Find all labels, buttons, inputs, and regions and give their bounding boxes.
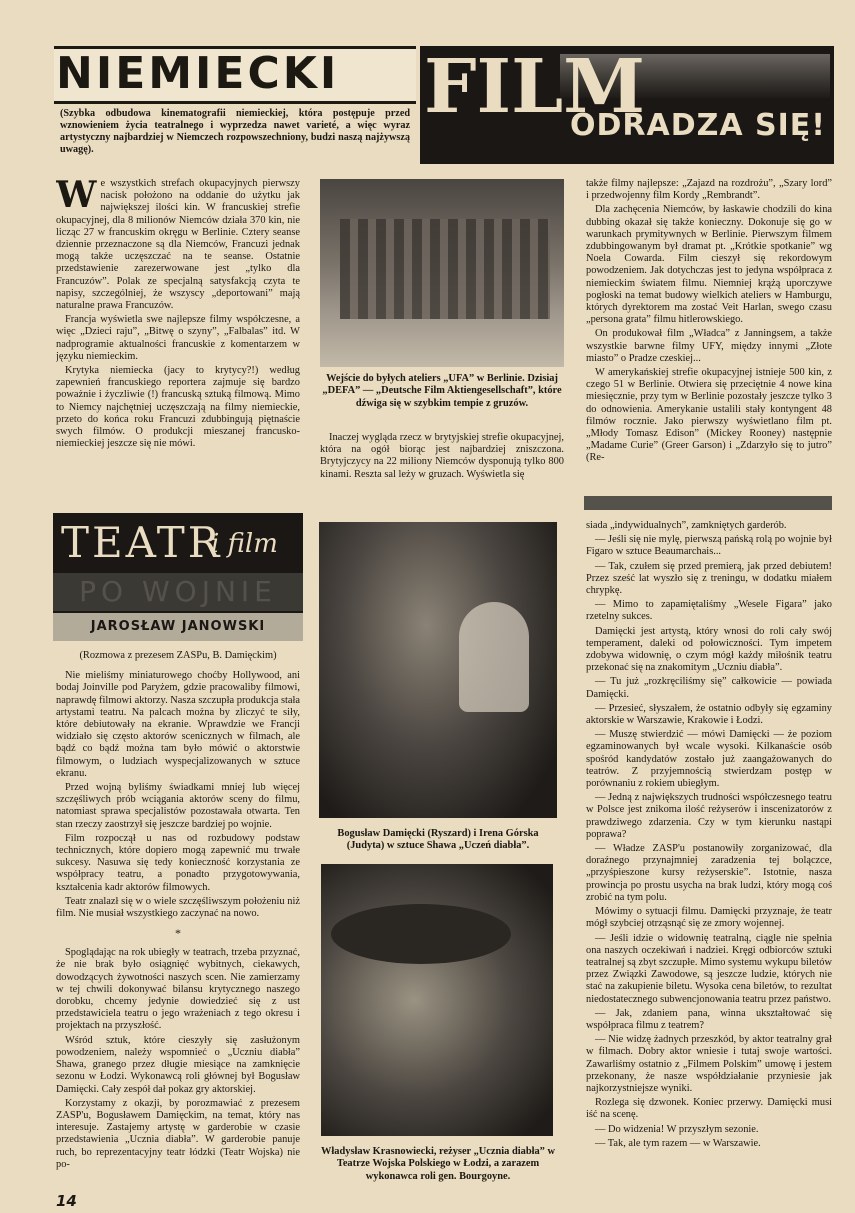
paragraph: siada „indywidualnych”, zamkniętych garderób. (586, 520, 787, 531)
paragraph: Francja wyświetla swe najlepsze filmy współczesne, a więc „Dzieci raju”, „Bitwę o szyny”, „Falbalas” itd. W nadprogramie aktualności francuskie z komentarzem w języku niemieckim. (56, 314, 300, 362)
tricorn-hat (331, 904, 511, 964)
headscarf-figure (459, 602, 529, 712)
headline-dark-panel (420, 46, 834, 164)
damiecki-gorska-photo (319, 522, 557, 818)
title-teatr: TEATR (61, 518, 223, 567)
paragraph: Krytyka niemiecka (jacy to krytycy?!) według zapewnień francuskiego reportera zajmuje się bardzo poważnie i życzliwie (!) francuską sztuką filmową. Mimo to Niemcy najchętniej uczęszczają na filmy niemieckie, przeto do końca roku Francuzi zdubbingują piętnaście swych filmów. O produkcji mieszanej francusko-niemieckiej jeszcze się nie mówi. (56, 365, 300, 450)
paragraph: — Nie widzę żadnych przeszkód, by aktor teatralny grał w filmach. Dobry aktor wniesie i tutaj swoje wartości. Zawarliśmy ostatnio z „Filmem Polskim” umowę i jestem przekonany, że nasze współdziałanie przyniesie jak najkorzystniejsze wyniki. (586, 1034, 832, 1094)
paragraph: Damięcki jest artystą, który wnosi do roli cały swój temperament, daleki od połowiczności. Tym impetem zdobywa widownię, o czym mógł każdy miłośnik teatru przekonać się na znakomitym „Uczniu diabła”. (586, 625, 832, 674)
title-i-film: i film (211, 529, 278, 559)
headline-banner (54, 46, 834, 164)
photo-caption-2: Władysław Krasnowiecki, reżyser „Ucznia diabła” w Teatrze Wojska Polskiego w Łodzi, a zarazem wykonawca roli gen. Bourgoyne. (321, 1146, 555, 1182)
paragraph: — Jeśli idzie o widownię teatralną, ciągle nie spełnia ona naszych oczekiwań i nadziei. Kręgi odbiorców sztuki teatralnej są zbyt szczupłe. Mimo systemu wykupu biletów przez Związki Zawodowe, są jeszcze ludzie, których nie stać na zakupienie biletu. Wysoka cena biletów, to rezultat niedostatecznego subwencjonowania teatru przez państwo. (586, 932, 832, 1005)
headline-lead: (Szybka odbudowa kinematografii niemieckiej, która postępuje przed wznowieniem życia teatralnego i wyprzedza nawet varieté, a więc wyraz artystyczny najbardziej w Niemczech rozpowszechniony, budzi naszą najżywszą uwagę). (60, 108, 410, 155)
article2-column1 (56, 650, 300, 1200)
interview-intro: (Rozmowa z prezesem ZASPu, B. Damięckim) (79, 650, 277, 661)
krasnowiecki-photo (321, 864, 553, 1136)
article2-column3 (586, 520, 832, 1188)
paragraph: Rozlega się dzwonek. Koniec przerwy. Damięcki musi iść na scenę. (586, 1097, 832, 1121)
paragraph: — Jeśli się nie mylę, pierwszą pańską rolą po wojnie był Figaro w sztuce Beaumarchais... (586, 534, 832, 558)
article1-column1 (56, 178, 300, 488)
section-divider-bar (584, 496, 832, 510)
headline-word-film: FILM (424, 44, 646, 130)
dropcap: W (56, 178, 97, 216)
paragraph: — Przesieć, słyszałem, że ostatnio odbyły się egzaminy aktorskie w Warszawie, Krakowie i Łodzi. (586, 702, 832, 727)
paragraph: Teatr znalazł się w o wiele szczęśliwszym położeniu niż film. Nie musiał wszystkiego zaczynać na nowo. (56, 895, 300, 920)
subtitle-po-wojnie: PO WOJNIE (53, 573, 303, 611)
paragraph: Inaczej wygląda rzecz w brytyjskiej strefie okupacyjnej, która na ogół biorąc jest najbardziej zniszczona. Brytyjczycy na 22 miliony Niemców dysponują tylko 800 kinami. Reszta sal leży w gruzach. Wyświetla się (320, 432, 564, 480)
paragraph: — Tu już „rozkręciliśmy się” całkowicie — powiada Damięcki. (586, 676, 832, 700)
paragraph: także filmy najlepsze: „Zajazd na rozdrożu”, „Szary lord” i przedwojenny film Kordy „Rembrandt”. (586, 178, 832, 202)
paragraph: e wszystkich strefach okupacyjnych pierwszy nacisk położono na oddanie do użytku jak największej ilości kin. W francuskiej strefie okupacyjnej, dla 8 milionów Niemców działa 370 kin, nie licząc 27 w francuskim okręgu w Berlinie. Cztery seanse dziennie przeznaczone są dla Niemców, Francuzi jednak mogą także uczęszczać na te seanse. Ostatnie przedstawienie zarezerwowane jest „tylko dla Francuzów”. Polak ze specjalną satysfakcją czyta te napisy, szczególniej, że wszyscy „deportowani” mają naturalne prawa Francuzów. (56, 178, 300, 312)
paragraph: Przed wojną byliśmy świadkami mniej lub więcej szczęśliwych prób wciągania aktorów sceny do filmu, natomiast sprawa specjalistów pozostawała otwarta. Ten stan rzeczy zaostrzył się jeszcze bardziej po wojnie. (56, 782, 300, 830)
article1-column2 (320, 432, 564, 492)
paragraph: On produkował film „Władca” z Janningsem, a także wszystkie barwne filmy UFY, między innymi „Złote miasto” o Pradze czeskiej... (586, 328, 832, 364)
paragraph: — Do widzenia! W przyszłym sezonie. (595, 1123, 759, 1135)
page-number: 14 (56, 1192, 77, 1210)
paragraph: Nie mieliśmy miniaturowego choćby Hollywood, ani bodaj Joinville pod Paryżem, gdzie pracowaliby filmowi, naprawdę filmowi aktorzy. Nasza szczupła produkcja stała artystami teatru. Na palcach można by zliczyć te siły, które debiutowały na ekranie. Wprawdzie we Francji widziało się często aktorów scenicznych w filmach, ale bądź co bądź można tam było mówić o aktorstwie filmowym, o ludziach wyspecjalizowanych w sztuce ekranu. (56, 670, 300, 779)
paragraph: W amerykańskiej strefie okupacyjnej istnieje 500 kin, z czego 51 w Berlinie. Otwiera się przeciętnie 4 nowe kina miesięcznie, przy tym w Berlinie pozostały jeszcze tylko 3 do odnowienia. Amerykanie ustalili stały kontyngent 48 filmów rocznie. Jako pierwszy wyświetlano film pt. „Młody Tomasz Edison” (Mickey Rooney) następnie „Madame Curie” (Greer Garson) i „Zdarzyło się to jutro” (Re- (586, 367, 832, 464)
paragraph: — Jak, zdaniem pana, winna ukształtować się współpraca filmu z teatrem? (586, 1007, 832, 1031)
headline-word-niemiecki: NIEMIECKI (56, 48, 340, 99)
paragraph: Film rozpoczął u nas od rozbudowy podstaw technicznych, które dopiero mogą zapewnić mu trwałe sukcesy. Nasuwa się tedy konieczność korzystania ze współpracy teatru, a ponadto przygotowywania, kształcenia kadr aktorów filmowych. (56, 832, 300, 893)
paragraph: — Mimo to zapamiętaliśmy „Wesele Figara” jako rzetelny sukces. (586, 599, 832, 623)
paragraph: Korzystamy z okazji, by porozmawiać z prezesem ZASP'u, Bogusławem Damięckim, na temat, który nas interesuje. Zastajemy artystę w garderobie w czasie przedstawienia „Ucznia diabła”. W garderobie panuje ruch, bo reprezentacyjny teatr łódzki (Teatr Wojska) nie po- (56, 1097, 300, 1170)
article1-column3 (586, 178, 832, 492)
paragraph: — Tak, ale tym razem — w Warszawie. (595, 1137, 761, 1149)
paragraph: Mówimy o sytuacji filmu. Damięcki przyznaje, że teatr mógł szybciej otrząsnąć się ze zmory wojennej. (586, 906, 832, 930)
photo-caption-1: Bogusław Damięcki (Ryszard) i Irena Górska (Judyta) w sztuce Shawa „Uczeń diabła”. (337, 828, 539, 852)
ufa-photo-caption: Wejście do byłych ateliers „UFA” w Berlinie. Dzisiaj „DEFA” — „Deutsche Film Aktiengesellschaft”, które dźwiga się w szybkim tempie z gruzów. (322, 373, 562, 409)
building-ruins (340, 219, 550, 319)
headline-word-odradza: ODRADZA SIĘ! (570, 108, 826, 143)
author-byline: JAROSŁAW JANOWSKI (53, 613, 303, 641)
article2-title-block (53, 513, 303, 641)
paragraph: — Władze ZASP'u postanowiły zorganizować, dla doraźnego przynajmniej zaradzenia tej bolączce, „przyśpieszone kursy reżyserskie”. Istotnie, nasza prowincja po prostu usycha na brak ludzi, który mogą coś zrobić na tym polu. (586, 843, 832, 903)
ufa-ateliers-photo (320, 179, 564, 367)
paragraph: Spoglądając na rok ubiegły w teatrach, trzeba przyznać, że nie brak było osiągnięć wybitnych, ciekawych, dowodzących żywotności naszych scen. Nie zamierzamy w tej chwili dokonywać bilansu krytycznego naszego dorobku, chcemy jedynie dowiedzieć się z ust przedstawiciela teatru o jego wrażeniach z tego okresu i projektach na przyszłość. (56, 947, 300, 1032)
paragraph: — Jedną z największych trudności współczesnego teatru w Polsce jest znikoma ilość reżyserów i inscenizatorów z prawdziwego zdarzenia. Czy w tym kierunku nastąpi poprawa? (586, 792, 832, 840)
paragraph: — Muszę stwierdzić — mówi Damięcki — że poziom egzaminowanych był wcale wysoki. Kilkanaście osób spośród kandydatów zostało już zaangażowanych do teatrów. Z przyjemnością stwierdzam postęp w porównaniu z rokiem ubiegłym. (586, 729, 832, 790)
section-separator-star: * (175, 926, 181, 941)
paragraph: — Tak, czułem się przed premierą, jak przed debiutem! Przez sześć lat wyszło się z treningu, w dodatku miałem chrypkę. (586, 560, 832, 597)
paragraph: Dla zachęcenia Niemców, by łaskawie chodzili do kina dubbing okazał się także konieczny. Dokonuje się go w warunkach prymitywnych w Berlinie. Pierwszym filmem zdubbingowanym był dramat pt. „Krótkie spotkanie” wg Noela Cowarda. Film cieszył się rekordowym powodzeniem. Jak dotychczas jest to jedyna współpraca z niemieckim światem filmu. Niemniej krążą uporczywe pogłoski na temat budowy wielkich ateliers w Hamburgu, których dyrektorem ma zostać Veit Harlan, swego czasu „persona grata” filmu hitlerowskiego. (586, 204, 832, 326)
headline-band (54, 46, 416, 104)
paragraph: Wśród sztuk, które cieszyły się zasłużonym powodzeniem, należy wspomnieć o „Uczniu diabła” Shawa, granego przez długie miesiące na zamknięcie sezonu w Łodzi. Wykonawcą roli głównej był Bogusław Damięcki. Cały zespół dał pokaz gry aktorskiej. (56, 1034, 300, 1095)
